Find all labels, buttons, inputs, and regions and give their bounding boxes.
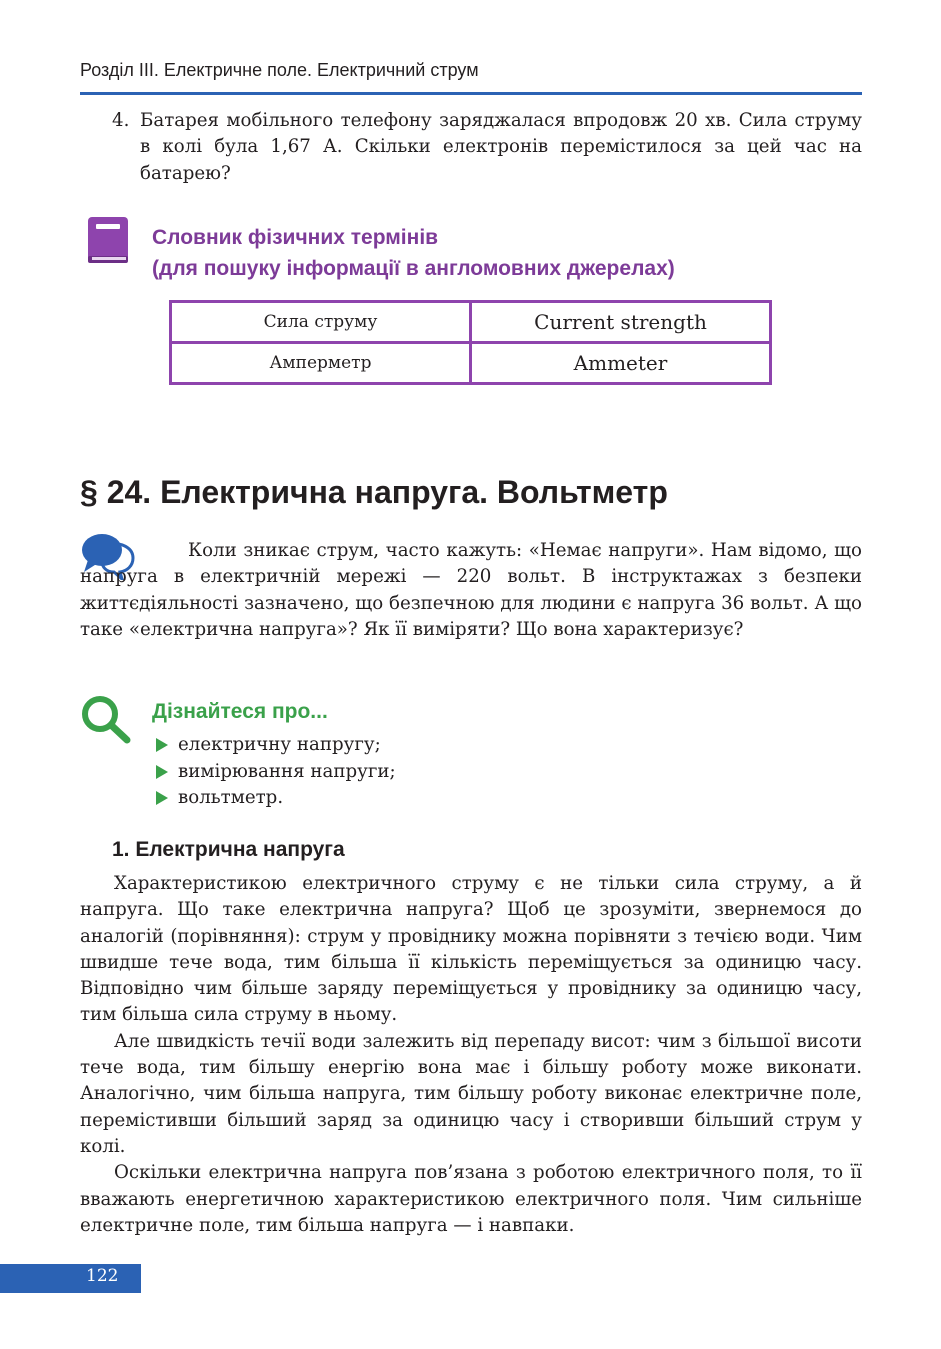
term-ukrainian: Сила струму bbox=[171, 302, 471, 343]
dictionary-title-line2: (для пошуку інформації в англомовних джерелах) bbox=[152, 257, 675, 280]
list-item bbox=[152, 732, 396, 759]
list-item bbox=[152, 759, 396, 786]
triangle-bullet-icon bbox=[156, 738, 168, 752]
task-number: 4. bbox=[112, 110, 130, 131]
term-english: Current strength bbox=[471, 302, 771, 343]
magnifier-icon bbox=[80, 694, 134, 744]
term-english: Ammeter bbox=[471, 343, 771, 384]
term-ukrainian: Амперметр bbox=[171, 343, 471, 384]
header-rule bbox=[80, 92, 862, 95]
list-item bbox=[152, 785, 396, 812]
book-icon bbox=[86, 216, 132, 266]
task-text: Батарея мобільного телефону заряджалася впродовж 20 хв. Сила струму в колі була 1,67 А. Скільки електронів перемістилося за цей час на батарею? bbox=[140, 110, 862, 184]
dictionary-title-line1: Словник фізичних термінів bbox=[152, 226, 439, 249]
learn-title: Дізнайтеся про... bbox=[152, 700, 328, 723]
terms-table bbox=[169, 300, 772, 385]
paragraph: Характеристикою електричного струму є не тільки сила струму, а й напруга. Що таке електрична напруга? Щоб це зрозуміти, звернемося до аналогій (порівняння): струм у провіднику можна порівняти з течією води. Чим швидше тече вода, тим більша її кількість переміщується за одиницю часу. Відповідно чим більше заряду переміщується у провіднику за одиницю часу, тим більша сила струму в ньому. bbox=[80, 873, 862, 1026]
main-text bbox=[80, 871, 862, 1239]
triangle-bullet-icon bbox=[156, 765, 168, 779]
paragraph: Оскільки електрична напруга пов’язана з роботою електричного поля, то її вважають енергетичною характеристикою електричного поля. Чим сильніше електричне поле, тим більша напруга — і навпаки. bbox=[80, 1162, 862, 1236]
triangle-bullet-icon bbox=[156, 791, 168, 805]
table-row bbox=[171, 343, 771, 384]
section-title: § 24. Електрична напруга. Вольтметр bbox=[80, 474, 668, 510]
subsection-title: 1. Електрична напруга bbox=[112, 838, 345, 861]
learn-item-text: вимірювання напруги; bbox=[178, 760, 396, 782]
task-item bbox=[112, 108, 862, 187]
paragraph: Але швидкість течії води залежить від перепаду висот: чим з більшої висоти тече вода, тим більшу енергію вона має і більшу роботу може виконати. Аналогічно, чим більша напруга, тим більшу роботу виконає електричне поле, перемістивши більший заряд за одиницю часу і створивши більший струм у колі. bbox=[80, 1030, 862, 1157]
table-row bbox=[171, 302, 771, 343]
page-number: 122 bbox=[86, 1266, 119, 1286]
dictionary-title bbox=[152, 222, 852, 284]
intro-paragraph: Коли зникає струм, часто кажуть: «Немає напруги». Нам відомо, що напруга в електричній мережі — 220 вольт. В інструктажах з безпеки життєдіяльності зазначено, що безпечною для людини є напруга 36 вольт. А що таке «електрична напруга»? Як її виміряти? Що вона характеризує? bbox=[80, 540, 862, 640]
learn-item-text: вольтметр. bbox=[178, 787, 284, 808]
running-header: Розділ ІІІ. Електричне поле. Електричний струм bbox=[80, 60, 479, 80]
learn-list bbox=[152, 732, 396, 812]
learn-item-text: електричну напругу; bbox=[178, 734, 381, 755]
